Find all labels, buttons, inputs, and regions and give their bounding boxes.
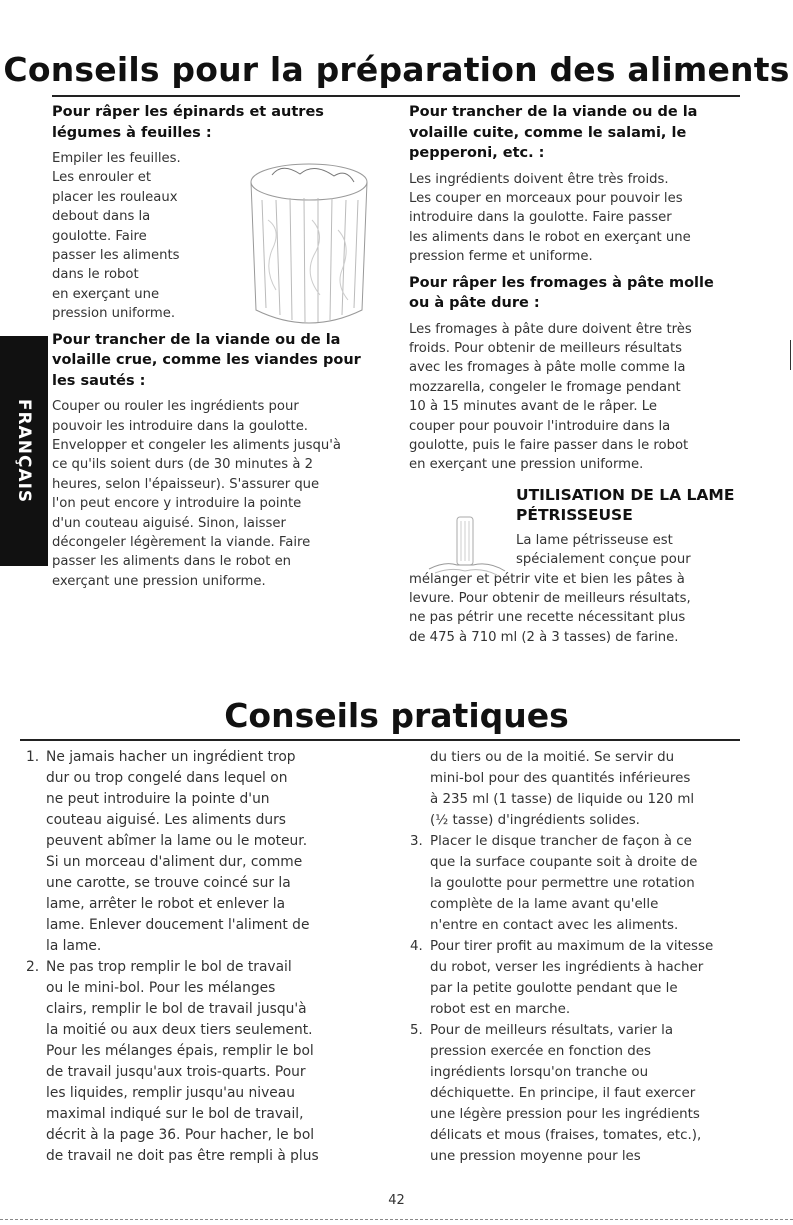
spinach-heading-line: Pour râper les épinards et autres [52,104,324,120]
raw-meat-text-line: pouvoir les introduire dans la goulotte. [52,418,308,434]
spinach-text-line: debout dans la [52,209,151,225]
tip-line: la goulotte pour permettre une rotation [430,876,695,891]
cheese-text-line: mozzarella, congeler le fromage pendant [409,379,681,395]
raw-meat-text-line: passer les aliments dans le robot en [52,554,292,570]
raw-meat-text-line: ce qu'ils soient durs (de 30 minutes à 2 [52,457,313,473]
cooked-meat-text-line: les aliments dans le robot en exerçant une [409,229,691,245]
tip-line: maximal indiqué sur le bol de travail, [46,1106,304,1122]
tip-line: une carotte, se trouve coincé sur la [46,875,291,891]
cooked-meat-text-line: Les couper en morceaux pour pouvoir les [409,190,683,206]
spinach-text-line: placer les rouleaux [52,189,178,205]
language-tab-label: FRANÇAIS [14,398,34,504]
spinach-text-line: goulotte. Faire [52,228,147,244]
spinach-text-line: dans le robot [52,267,139,283]
dough-blade-text-line: levure. Pour obtenir de meilleurs résultats, [409,591,691,606]
raw-meat-heading-line: Pour trancher de la viande ou de la [52,331,341,348]
title-rule [52,95,740,97]
tip-item [20,957,380,1167]
tip-line: Pour de meilleurs résultats, varier la [430,1023,674,1038]
tip-item [404,1020,774,1167]
page-number: 42 [388,1193,405,1208]
raw-meat-heading-line: volaille crue, comme les viandes pour [52,352,361,369]
cheese-text-line: froids. Pour obtenir de meilleurs résultats [409,340,683,356]
tip-continuation-line: du tiers ou de la moitié. Se servir du [430,750,675,765]
cooked-meat-text-line: introduire dans la goulotte. Faire passer [409,210,672,226]
tip-number: 5. [410,1023,423,1038]
tip-line: de travail jusqu'aux trois-quarts. Pour [46,1064,306,1080]
tip-line: pression exercée en fonction des [430,1044,651,1059]
raw-meat-text-line: heures, selon l'épaisseur). S'assurer que [52,476,320,492]
tip-line: les liquides, remplir jusqu'au niveau [46,1085,295,1101]
raw-meat-heading-line: les sautés : [52,372,146,389]
spinach-text-line: Les enrouler et [52,170,151,186]
tip-line: la moitié ou aux deux tiers seulement. [46,1022,313,1038]
spinach-text-line: passer les aliments [52,248,180,264]
tip-line: la lame. [46,938,102,954]
tip-line: Pour les mélanges épais, remplir le bol [46,1043,314,1059]
spinach-text-line: Empiler les feuilles. [52,151,181,166]
cheese-text-line: en exerçant une pression uniforme. [409,457,644,473]
tip-line: dur ou trop congelé dans lequel on [46,770,288,786]
cheese-text-line: couper pour pouvoir l'introduire dans la [409,418,671,434]
margin-mark [790,340,791,370]
tip-line: décrit à la page 36. Pour hacher, le bol [46,1127,315,1143]
tips-title: Conseils pratiques [224,696,569,735]
cheese-heading-line: ou à pâte dure : [409,295,540,312]
tip-line: lame. Enlever doucement l'aliment de [46,917,310,933]
dough-blade-text-line: mélanger et pétrir vite et bien les pâtes à [409,571,685,587]
language-tab [0,336,48,566]
cooked-meat-heading-line: pepperoni, etc. : [409,145,545,161]
tip-item [20,747,380,957]
tip-line: déchiquette. En principe, il faut exercer [430,1086,696,1101]
tip-line: n'entre en contact avec les aliments. [430,918,679,933]
tip-line: Ne jamais hacher un ingrédient trop [46,749,296,765]
spinach-text-line: en exerçant une [52,286,160,302]
cooked-meat-heading-line: Pour trancher de la viande ou de la [409,104,698,120]
spinach-text-line: pression uniforme. [52,306,176,322]
dough-blade-text-line: ne pas pétrir une recette nécessitant plus [409,610,686,626]
cooked-meat-text-line: Les ingrédients doivent être très froids. [409,171,669,187]
raw-meat-text-line: Couper ou rouler les ingrédients pour [52,399,299,415]
tip-line: ingrédients lorsqu'on tranche ou [430,1065,649,1080]
tip-line: que la surface coupante soit à droite de [430,855,698,870]
raw-meat-text-line: d'un couteau aiguisé. Sinon, laisser [52,515,286,531]
page-title: Conseils pour la préparation des aliments [3,50,790,89]
dough-blade-heading: PÉTRISSEUSE [516,505,633,524]
tip-line: Pour tirer profit au maximum de la vitesse [430,939,714,954]
tip-line: Si un morceau d'aliment dur, comme [46,854,303,870]
tip-number: 3. [410,834,423,849]
cooked-meat-text-line: pression ferme et uniforme. [409,249,593,265]
tip-line: robot est en marche. [430,1002,571,1017]
tip-line: une légère pression pour les ingrédients [430,1107,700,1122]
raw-meat-text-line: exerçant une pression uniforme. [52,573,266,589]
spinach-heading-line: légumes à feuilles : [52,124,212,141]
tip-line: peuvent abîmer la lame ou le moteur. [46,833,308,849]
dough-blade-text-line: spécialement conçue pour [516,552,691,568]
tip-line: lame, arrêter le robot et enlever la [46,896,286,912]
tips-right-column [404,747,774,1167]
dough-blade-text-line: de 475 à 710 ml (2 à 3 tasses) de farine. [409,629,679,645]
tip-number: 4. [410,939,423,954]
tip-line: Ne pas trop remplir le bol de travail [46,959,292,975]
tip-line: ou le mini-bol. Pour les mélanges [46,980,276,996]
tip-line: de travail ne doit pas être rempli à plus [46,1148,319,1164]
tip-continuation-line: mini-bol pour des quantités inférieures [430,771,691,786]
tip-line: une pression moyenne pour les [430,1149,641,1164]
cheese-text-line: 10 à 15 minutes avant de le râper. Le [409,399,657,415]
tips-rule [20,739,740,741]
tip-line: complète de la lame avant qu'elle [430,897,659,912]
footer-dashed-rule [0,1219,793,1221]
raw-meat-text-line: décongeler légèrement la viande. Faire [52,535,311,550]
cheese-text-line: Les fromages à pâte dure doivent être très [409,321,692,337]
tip-item [404,936,774,1020]
cheese-text-line: avec les fromages à pâte molle comme la [409,360,686,376]
dough-blade-heading: UTILISATION DE LA LAME [516,485,735,504]
tip-number: 1. [26,749,40,765]
tip-continuation-line: à 235 ml (1 tasse) de liquide ou 120 ml [430,792,695,807]
tip-number: 2. [26,959,40,975]
tip-line: délicats et mous (fraises, tomates, etc.), [430,1128,702,1143]
tip-line: couteau aiguisé. Les aliments durs [46,812,286,828]
tip-line: ne peut introduire la pointe d'un [46,791,270,807]
tips-left-column [20,747,380,1167]
tip-line: clairs, remplir le bol de travail jusqu'à [46,1001,307,1017]
raw-meat-text-line: Envelopper et congeler les aliments jusqu'à [52,437,341,453]
cheese-text-line: goulotte, puis le faire passer dans le robot [409,437,689,453]
dough-blade-text-line: La lame pétrisseuse est [516,532,673,548]
cheese-heading-line: Pour râper les fromages à pâte molle [409,274,714,291]
tip-line: du robot, verser les ingrédients à hacher [430,960,704,975]
cooked-meat-heading-line: volaille cuite, comme le salami, le [409,124,687,141]
tip-line: Placer le disque trancher de façon à ce [430,834,692,849]
tip-line: par la petite goulotte pendant que le [430,981,678,996]
tip-continuation-line: (½ tasse) d'ingrédients solides. [430,813,640,828]
rolled-leaves-illustration [242,160,376,336]
dough-blade-illustration [425,513,510,583]
tip-item [404,831,774,936]
raw-meat-text-line: l'on peut encore y introduire la pointe [52,496,302,512]
